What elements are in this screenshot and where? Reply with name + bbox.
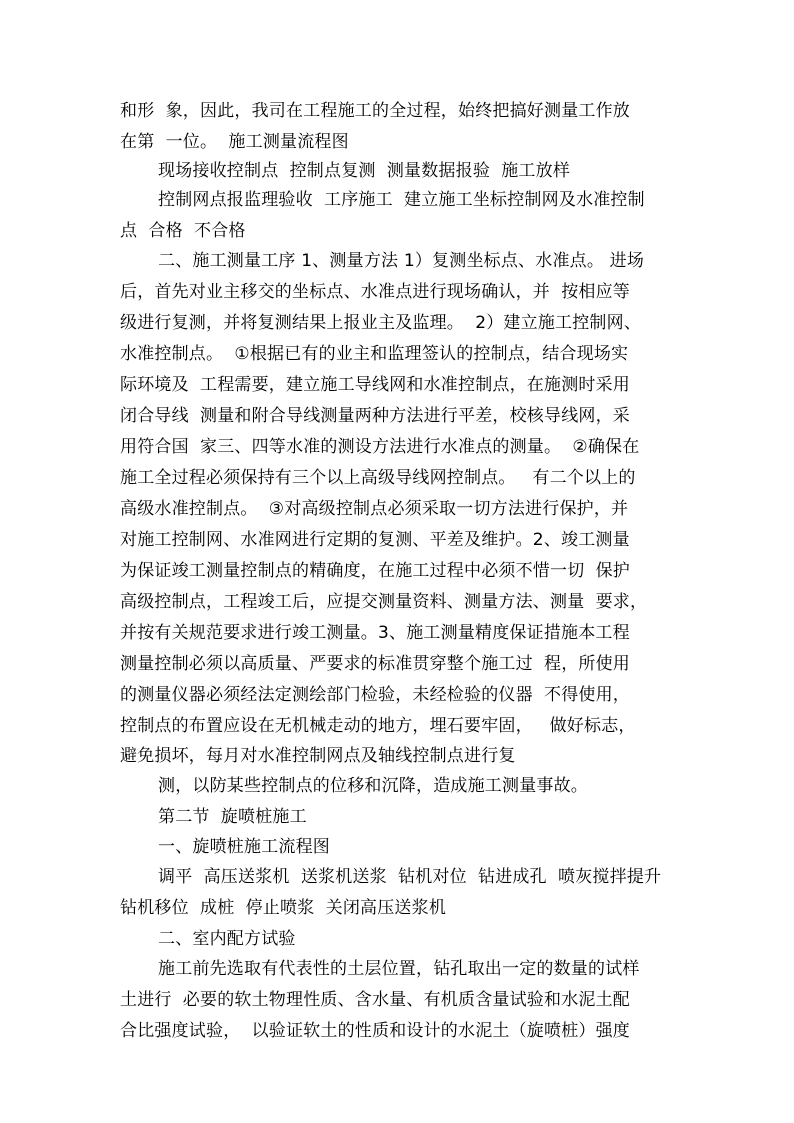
text-line: 合比强度试验， 以验证软土的性质和设计的水泥土（旋喷桩）强度 (120, 1021, 631, 1041)
flowchart-line: 现场接收控制点 控制点复测 测量数据报验 施工放样 (158, 161, 571, 181)
section-title: 第二节 旋喷桩施工 (158, 807, 307, 827)
flowchart-line: 调平 高压送浆机 送浆机送浆 钻机对位 钻进成孔 喷灰搅拌提升 (158, 867, 662, 887)
text-line: 测，以防某些控制点的位移和沉降，造成施工测量事故。 (158, 776, 588, 796)
text-line: 用符合国 家三、四等水准的测设方法进行水准点的测量。 ②确保在 (120, 437, 640, 457)
text-line: 并按有关规范要求进行竣工测量。3、施工测量精度保证措施本工程 (120, 623, 630, 643)
flowchart-line: 点 合格 不合格 (120, 221, 246, 241)
text-line: 级进行复测，并将复测结果上报业主及监理。 2）建立施工控制网、 (120, 313, 642, 333)
text-line: 水准控制点。 ①根据已有的业主和监理签认的控制点，结合现场实 (120, 344, 629, 364)
text-line: 的测量仪器必须经法定测绘部门检验，未经检验的仪器 不得使用， (120, 685, 631, 705)
text-line: 土进行 必要的软土物理性质、含水量、有机质含量试验和水泥土配 (120, 990, 631, 1010)
text-line: 控制点的布置应设在无机械走动的地方，埋石要牢固， 做好标志， (120, 716, 636, 736)
text-line: 高级控制点，工程竣工后，应提交测量资料、测量方法、测量 要求， (120, 592, 648, 612)
text-line: 在第 一位。 施工测量流程图 (120, 132, 349, 152)
subsection-title: 一、旋喷桩施工流程图 (158, 837, 330, 857)
subsection-title: 二、室内配方试验 (158, 929, 296, 949)
text-line: 和形 象，因此，我司在工程施工的全过程，始终把搞好测量工作放 (120, 101, 631, 121)
text-line: 际环境及 工程需要，建立施工导线网和水准控制点，在施测时采用 (120, 375, 631, 395)
text-line: 对施工控制网、水准网进行定期的复测、平差及维护。2、竣工测量 (120, 530, 630, 550)
text-line: 为保证竣工测量控制点的精确度，在施工过程中必须不惜一切 保护 (120, 561, 631, 581)
section-heading-line: 二、施工测量工序 1、测量方法 1）复测坐标点、水准点。 进场 (158, 251, 645, 271)
text-line: 测量控制必须以高质量、严要求的标准贯穿整个施工过 程，所使用 (120, 654, 631, 674)
text-line: 施工全过程必须保持有三个以上高级导线网控制点。 有二个以上的 (120, 468, 636, 488)
text-line: 闭合导线 测量和附合导线测量两种方法进行平差，校核导线网，采 (120, 406, 631, 426)
text-line: 后，首先对业主移交的坐标点、水准点进行现场确认，并 按相应等 (120, 282, 631, 302)
flowchart-line: 控制网点报监理验收 工序施工 建立施工坐标控制网及水准控制 (158, 190, 645, 210)
text-line: 避免损坏，每月对水准控制网点及轴线控制点进行复 (120, 746, 516, 766)
text-line: 高级水准控制点。 ③对高级控制点必须采取一切方法进行保护，并 (120, 499, 629, 519)
text-line: 施工前先选取有代表性的土层位置，钻孔取出一定的数量的试样 (158, 959, 640, 979)
flowchart-line: 钻机移位 成桩 停止喷浆 关闭高压送浆机 (120, 898, 447, 918)
